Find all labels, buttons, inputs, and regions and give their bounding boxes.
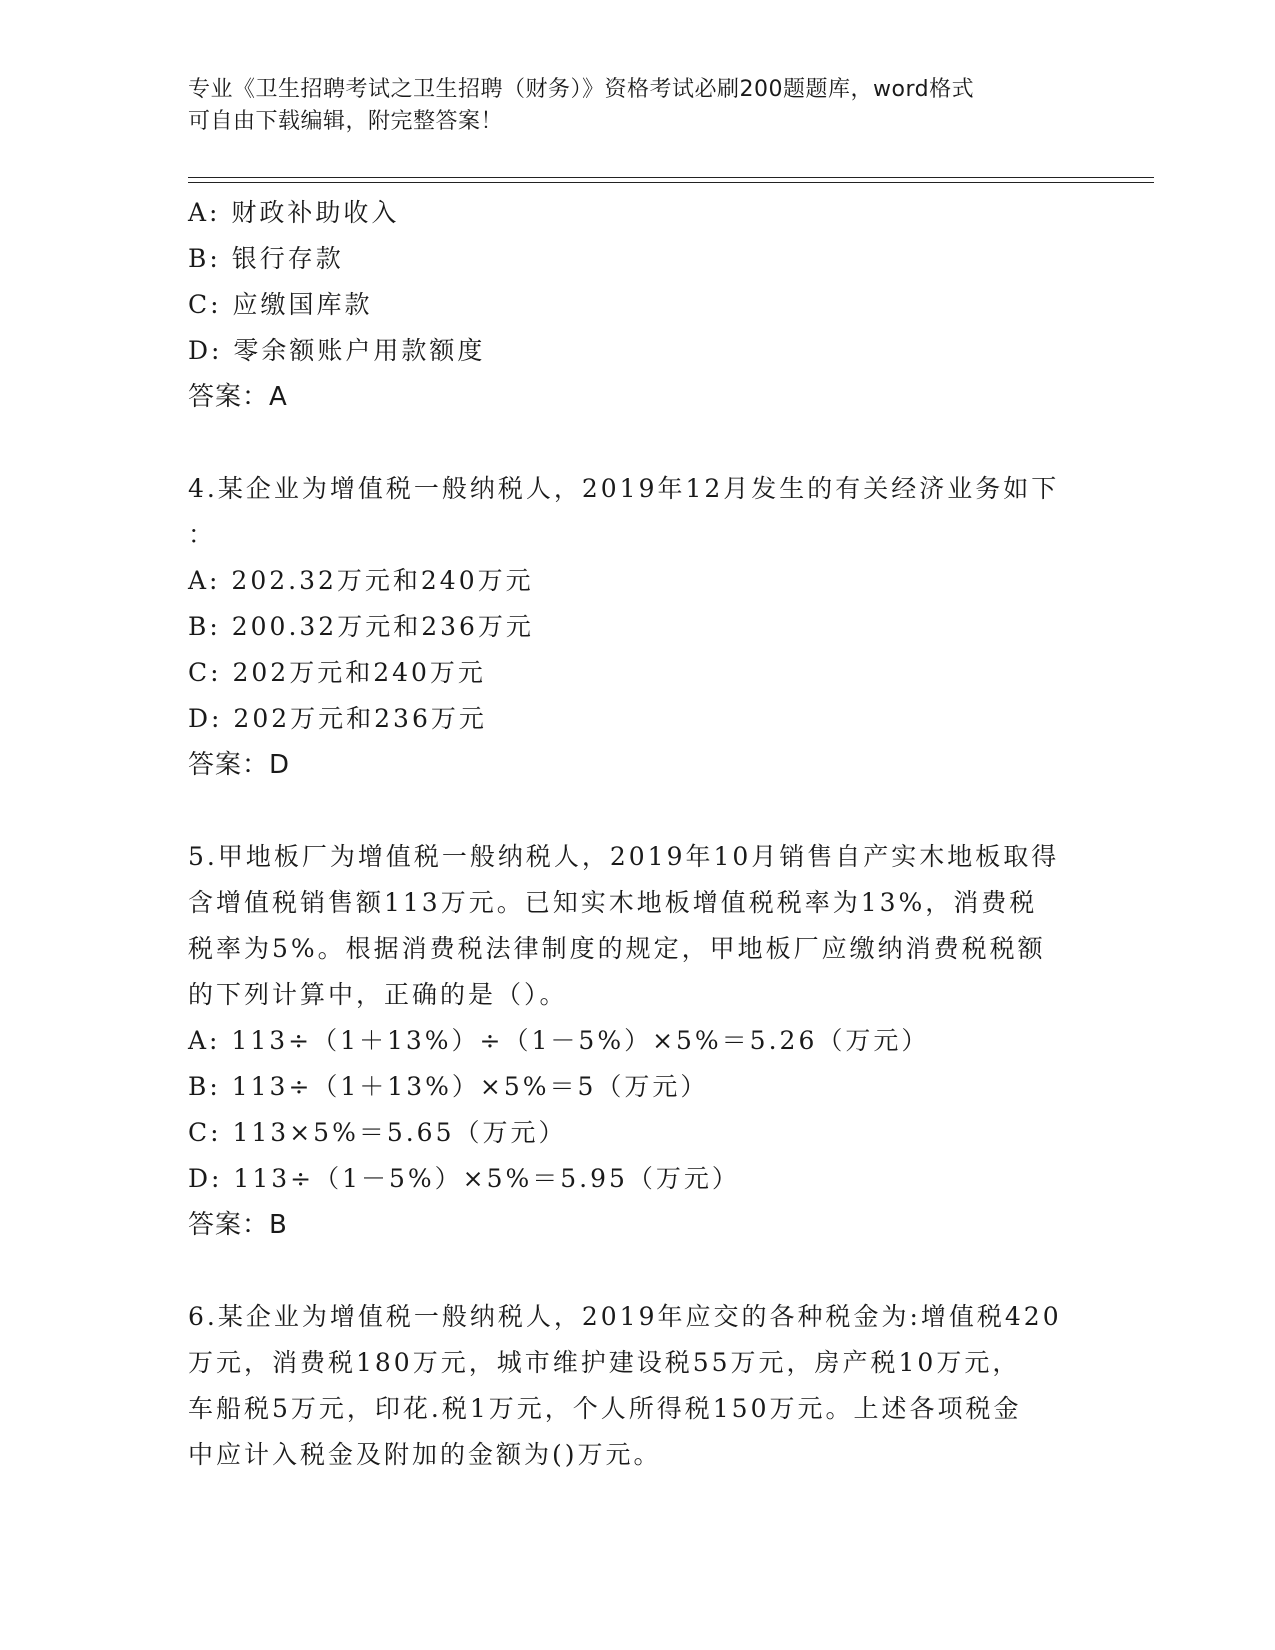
- option-b: B: 113÷（1＋13%）×5%＝5（万元）: [188, 1072, 709, 1101]
- option-c: C: 113×5%＝5.65（万元）: [188, 1118, 567, 1147]
- option-c: C: 202万元和240万元: [188, 658, 486, 687]
- question-stem-line: 车船税5万元，印花.税1万元，个人所得税150万元。上述各项税金: [188, 1394, 1022, 1423]
- question-3: [188, 190, 1088, 420]
- question-stem-line: 万元，消费税180万元，城市维护建设税55万元，房产税10万元，: [188, 1348, 1021, 1377]
- header-rule-bottom: [188, 182, 1154, 183]
- option-a: A: 202.32万元和240万元: [188, 566, 534, 595]
- question-stem-line: 税率为5%。根据消费税法律制度的规定，甲地板厂应缴纳消费税税额: [188, 934, 1046, 963]
- question-stem-line: 5.甲地板厂为增值税一般纳税人，2019年10月销售自产实木地板取得: [188, 842, 1060, 871]
- answer: 答案：A: [188, 382, 288, 412]
- option-b: B: 银行存款: [188, 244, 344, 273]
- answer: 答案：B: [188, 1210, 288, 1240]
- question-6: [188, 1294, 1088, 1478]
- document-header: [188, 74, 1088, 138]
- option-d: D: 零余额账户用款额度: [188, 336, 486, 365]
- header-line-2: 可自由下载编辑，附完整答案！: [188, 109, 504, 134]
- option-d: D: 113÷（1－5%）×5%＝5.95（万元）: [188, 1164, 740, 1193]
- answer: 答案：D: [188, 750, 291, 780]
- option-a: A: 财政补助收入: [188, 198, 400, 227]
- question-stem-line: 含增值税销售额113万元。已知实木地板增值税税率为13%，消费税: [188, 888, 1038, 917]
- document-body: [188, 190, 1088, 1478]
- option-b: B: 200.32万元和236万元: [188, 612, 534, 641]
- spacer: [188, 1248, 1088, 1294]
- question-4: [188, 466, 1088, 788]
- question-stem-line: ：: [188, 520, 217, 549]
- question-stem-line: 的下列计算中，正确的是（）。: [188, 980, 568, 1009]
- option-a: A: 113÷（1＋13%）÷（1－5%）×5%＝5.26（万元）: [188, 1026, 930, 1055]
- question-stem-line: 6.某企业为增值税一般纳税人，2019年应交的各种税金为:增值税420: [188, 1302, 1062, 1331]
- question-stem-line: 中应计入税金及附加的金额为()万元。: [188, 1440, 662, 1469]
- header-rule-top: [188, 177, 1154, 178]
- question-stem-line: 4.某企业为增值税一般纳税人，2019年12月发生的有关经济业务如下: [188, 474, 1060, 503]
- option-c: C: 应缴国库款: [188, 290, 373, 319]
- spacer: [188, 420, 1088, 466]
- question-5: [188, 834, 1088, 1248]
- option-d: D: 202万元和236万元: [188, 704, 487, 733]
- spacer: [188, 788, 1088, 834]
- header-line-1: 专业《卫生招聘考试之卫生招聘（财务）》资格考试必刷200题题库，word格式: [188, 77, 975, 102]
